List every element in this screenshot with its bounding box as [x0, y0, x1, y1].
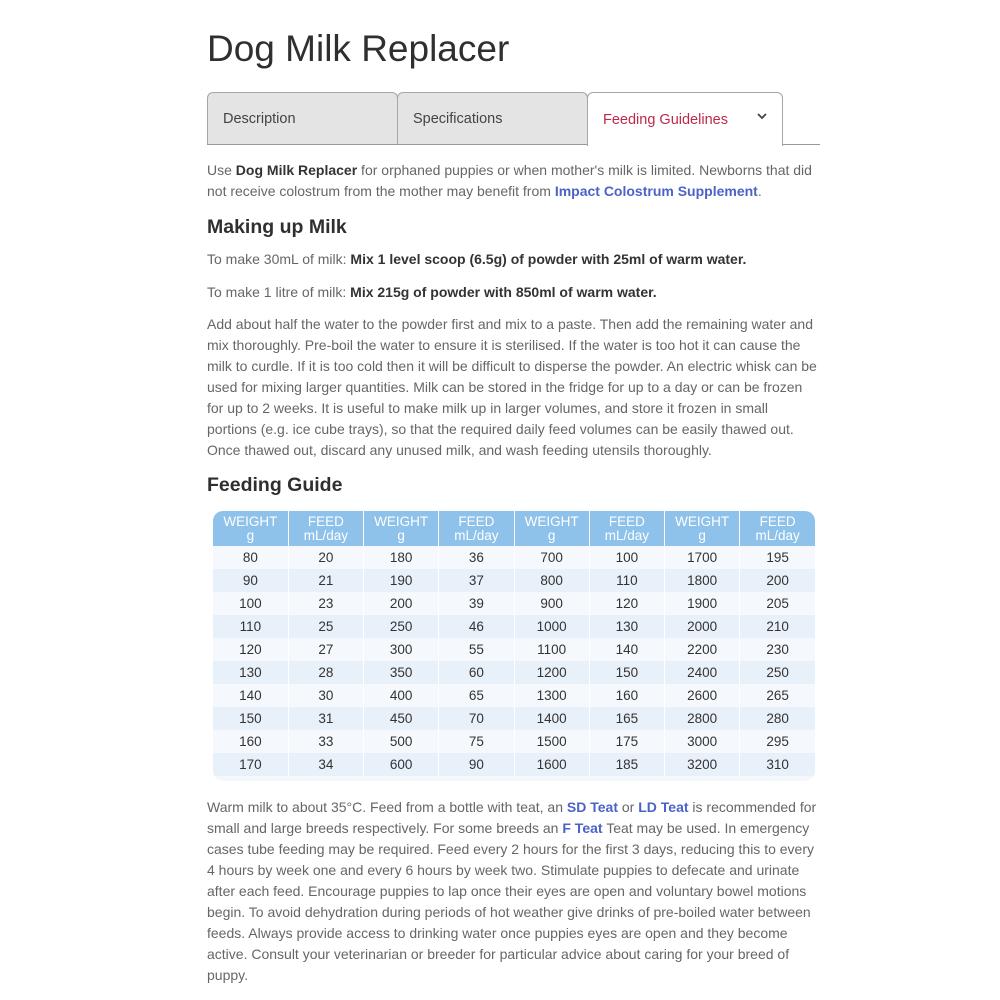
- table-cell: 90: [213, 569, 288, 592]
- table-cell: 210: [740, 615, 815, 638]
- table-cell: 2000: [665, 615, 740, 638]
- table-header-cell: FEED mL/day: [439, 511, 514, 546]
- tab-bar: [207, 92, 820, 145]
- table-cell: 1600: [514, 753, 589, 776]
- table-cell: 70: [439, 707, 514, 730]
- table-cell: 130: [213, 661, 288, 684]
- ld-teat-link[interactable]: LD Teat: [638, 799, 689, 815]
- table-cell: 130: [589, 615, 664, 638]
- table-header-cell: WEIGHT g: [364, 511, 439, 546]
- table-cell: 400: [364, 684, 439, 707]
- table-cell: 2400: [665, 661, 740, 684]
- intro-paragraph: Use Dog Milk Replacer for orphaned puppies or when mother's milk is limited. Newborns that did not receive colostrum from the mother may benefit from Impact Colostrum Supplement.: [207, 162, 812, 199]
- table-cell: 46: [439, 615, 514, 638]
- table-cell: 350: [364, 661, 439, 684]
- table-cell: 33: [288, 730, 363, 753]
- table-cell: 120: [589, 592, 664, 615]
- table-cell: 175: [589, 730, 664, 753]
- table-row: [213, 684, 815, 707]
- sd-teat-link[interactable]: SD Teat: [566, 799, 618, 815]
- table-cell: 37: [439, 569, 514, 592]
- mix-instruction-30ml: To make 30mL of milk: Mix 1 level scoop (6.5g) of powder with 25ml of warm water.: [207, 251, 747, 267]
- table-cell: 700: [514, 546, 589, 569]
- table-cell: 75: [439, 730, 514, 753]
- table-row: [213, 546, 815, 569]
- table-cell: 110: [213, 615, 288, 638]
- table-cell: 200: [740, 569, 815, 592]
- table-cell: 195: [740, 546, 815, 569]
- table-cell: 120: [213, 638, 288, 661]
- table-cell: 1500: [514, 730, 589, 753]
- table-cell: 1200: [514, 661, 589, 684]
- table-header-row: [213, 511, 815, 546]
- making-milk-heading: Making up Milk: [207, 216, 347, 238]
- table-cell: 27: [288, 638, 363, 661]
- table-row: [213, 638, 815, 661]
- table-cell: 1000: [514, 615, 589, 638]
- table-cell: 150: [589, 661, 664, 684]
- table-cell: 1300: [514, 684, 589, 707]
- table-cell: 55: [439, 638, 514, 661]
- table-cell: 310: [740, 753, 815, 776]
- table-cell: 28: [288, 661, 363, 684]
- table-cell: 3000: [665, 730, 740, 753]
- mix-instruction-1l: To make 1 litre of milk: Mix 215g of powder with 850ml of warm water.: [207, 284, 657, 300]
- table-cell: 2800: [665, 707, 740, 730]
- table-row: [213, 730, 815, 753]
- table-cell: 180: [364, 546, 439, 569]
- table-cell: 280: [740, 707, 815, 730]
- tab-label: Feeding Guidelines: [603, 111, 728, 128]
- feeding-guide-table: [213, 511, 815, 776]
- chevron-down-icon[interactable]: [756, 110, 768, 122]
- table-row: [213, 661, 815, 684]
- colostrum-supplement-link[interactable]: Impact Colostrum Supplement: [554, 183, 758, 199]
- tab-description[interactable]: [207, 92, 398, 144]
- table-cell: 190: [364, 569, 439, 592]
- table-header-cell: FEED mL/day: [288, 511, 363, 546]
- table-cell: 21: [288, 569, 363, 592]
- table-cell: 2200: [665, 638, 740, 661]
- feeding-instructions-paragraph: Warm milk to about 35°C. Feed from a bottle with teat, an SD Teat or LD Teat is recommended for small and large breeds respectively. For some breeds an F Teat Teat may be used. In emergency cases tube feeding may be required. Feed every 2 hours for the first 3 days, reducing this to every 4 hours by week one and every 6 hours by week two. Stimulate puppies to defecate and urinate after each feed. Encourage puppies to lap once their eyes are open and voluntary bowel motions begin. To avoid dehydration during periods of hot weather give drinks of pre-boiled water between feeds. Always provide access to drinking water once puppies eyes are open and they become active. Consult your veterinarian or breeder for particular advice about caring for your breed of puppy.: [207, 799, 817, 983]
- table-header-cell: WEIGHT g: [514, 511, 589, 546]
- table-row: [213, 753, 815, 776]
- table-cell: 900: [514, 592, 589, 615]
- table-cell: 34: [288, 753, 363, 776]
- table-cell: 140: [589, 638, 664, 661]
- table-cell: 165: [589, 707, 664, 730]
- tab-specifications[interactable]: [397, 92, 588, 144]
- table-cell: 3200: [665, 753, 740, 776]
- table-header-cell: FEED mL/day: [740, 511, 815, 546]
- table-cell: 265: [740, 684, 815, 707]
- page-title: Dog Milk Replacer: [207, 28, 510, 69]
- table-row: [213, 592, 815, 615]
- table-cell: 160: [589, 684, 664, 707]
- table-cell: 65: [439, 684, 514, 707]
- table-cell: 2600: [665, 684, 740, 707]
- table-cell: 230: [740, 638, 815, 661]
- table-cell: 300: [364, 638, 439, 661]
- tab-label: Specifications: [413, 110, 503, 127]
- table-cell: 1100: [514, 638, 589, 661]
- table-cell: 140: [213, 684, 288, 707]
- table-cell: 31: [288, 707, 363, 730]
- table-cell: 80: [213, 546, 288, 569]
- table-header-cell: WEIGHT g: [213, 511, 288, 546]
- table-row: [213, 615, 815, 638]
- table-cell: 1700: [665, 546, 740, 569]
- mixing-paragraph: Add about half the water to the powder first and mix to a paste. Then add the remaining water and mix thoroughly. Pre-boil the water to ensure it is sterilised. If the water is too hot it can cause the milk to curdle. If it is too cold then it will be difficult to disperse the powder. An electric whisk can be used for mixing larger quantities. Milk can be stored in the fridge for up to a day or can be frozen for up to 2 weeks. It is useful to make milk up in larger volumes, and store it frozen in small portions (e.g. ice cube trays), so that the required daily feed volumes can be easily thawed out. Once thawed out, discard any unused milk, and wash feeding utensils thoroughly.: [207, 316, 817, 458]
- table-cell: 800: [514, 569, 589, 592]
- table-cell: 23: [288, 592, 363, 615]
- table-cell: 90: [439, 753, 514, 776]
- table-cell: 36: [439, 546, 514, 569]
- table-header-cell: WEIGHT g: [665, 511, 740, 546]
- table-cell: 100: [589, 546, 664, 569]
- feeding-guide-table-wrapper: [213, 511, 815, 781]
- table-cell: 60: [439, 661, 514, 684]
- table-cell: 170: [213, 753, 288, 776]
- table-cell: 250: [740, 661, 815, 684]
- table-cell: 200: [364, 592, 439, 615]
- table-cell: 25: [288, 615, 363, 638]
- table-cell: 500: [364, 730, 439, 753]
- tab-feeding-guidelines[interactable]: [587, 92, 783, 146]
- table-cell: 1400: [514, 707, 589, 730]
- table-cell: 295: [740, 730, 815, 753]
- table-cell: 150: [213, 707, 288, 730]
- table-cell: 39: [439, 592, 514, 615]
- table-cell: 450: [364, 707, 439, 730]
- table-cell: 1800: [665, 569, 740, 592]
- table-cell: 20: [288, 546, 363, 569]
- table-cell: 185: [589, 753, 664, 776]
- table-cell: 110: [589, 569, 664, 592]
- table-cell: 30: [288, 684, 363, 707]
- product-name: Dog Milk Replacer: [235, 162, 358, 178]
- tab-label: Description: [223, 110, 296, 127]
- table-cell: 250: [364, 615, 439, 638]
- table-row: [213, 569, 815, 592]
- table-cell: 600: [364, 753, 439, 776]
- table-cell: 205: [740, 592, 815, 615]
- table-cell: 100: [213, 592, 288, 615]
- table-cell: 1900: [665, 592, 740, 615]
- f-teat-link[interactable]: F Teat: [562, 820, 603, 836]
- feeding-guide-heading: Feeding Guide: [207, 474, 343, 496]
- table-row: [213, 707, 815, 730]
- table-cell: 160: [213, 730, 288, 753]
- table-header-cell: FEED mL/day: [589, 511, 664, 546]
